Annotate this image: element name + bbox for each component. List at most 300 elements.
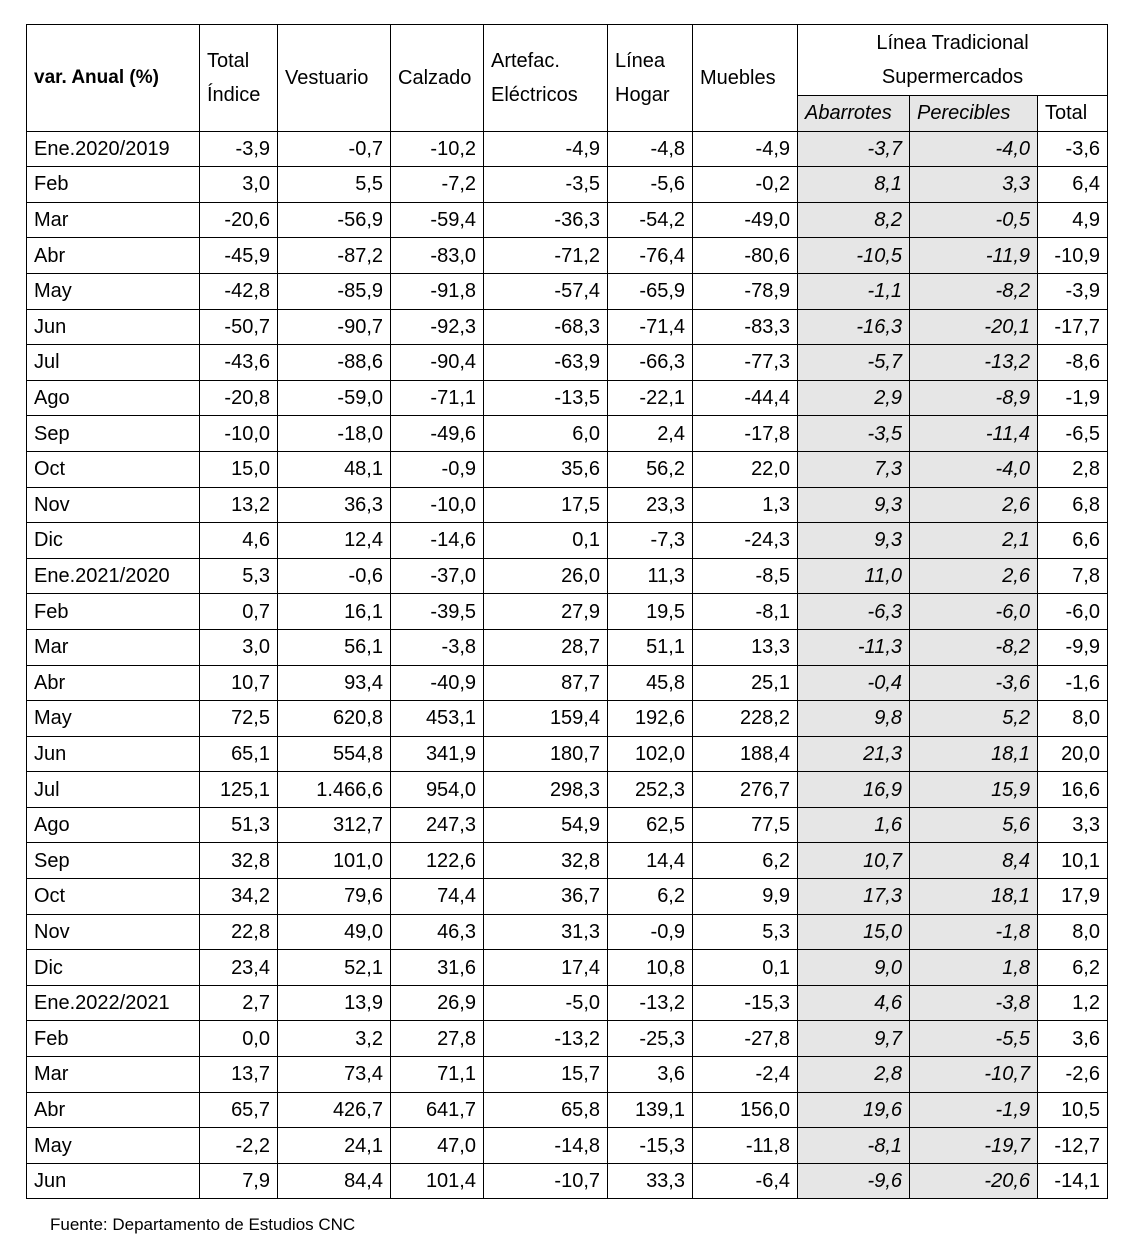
- table-cell: -50,7: [200, 309, 278, 345]
- table-cell: -12,7: [1038, 1128, 1108, 1164]
- table-row: [27, 131, 1108, 167]
- table-row: [27, 1021, 1108, 1057]
- table-cell: 6,4: [1038, 167, 1108, 203]
- table-cell: 5,3: [693, 914, 798, 950]
- row-period: Jun: [27, 1163, 200, 1199]
- table-cell: 6,6: [1038, 523, 1108, 559]
- table-cell: -9,6: [798, 1163, 910, 1199]
- table-cell: 51,3: [200, 807, 278, 843]
- header-artefac-line2: Eléctricos: [491, 83, 578, 106]
- table-cell: -4,0: [910, 451, 1038, 487]
- table-cell: -3,7: [798, 131, 910, 167]
- table-cell: -90,4: [391, 345, 484, 381]
- table-row: [27, 345, 1108, 381]
- table-cell: 23,4: [200, 950, 278, 986]
- table-cell: -10,0: [200, 416, 278, 452]
- table-cell: 6,8: [1038, 487, 1108, 523]
- table-cell: -3,8: [910, 985, 1038, 1021]
- table-cell: -4,9: [693, 131, 798, 167]
- row-period: May: [27, 1128, 200, 1164]
- table-cell: -59,0: [278, 380, 391, 416]
- table-cell: 252,3: [608, 772, 693, 808]
- header-total: Total: [1038, 96, 1108, 132]
- table-cell: -65,9: [608, 273, 693, 309]
- table-cell: 453,1: [391, 701, 484, 737]
- table-cell: 3,0: [200, 167, 278, 203]
- table-cell: 12,4: [278, 523, 391, 559]
- table-cell: -9,9: [1038, 629, 1108, 665]
- table-cell: -10,2: [391, 131, 484, 167]
- table-cell: 16,1: [278, 594, 391, 630]
- header-abarrotes: Abarrotes: [798, 96, 910, 132]
- table-cell: -0,2: [693, 167, 798, 203]
- table-cell: -0,6: [278, 558, 391, 594]
- table-cell: 71,1: [391, 1057, 484, 1093]
- table-cell: 9,0: [798, 950, 910, 986]
- table-cell: 51,1: [608, 629, 693, 665]
- table-row: [27, 167, 1108, 203]
- table-cell: 34,2: [200, 879, 278, 915]
- table-cell: -66,3: [608, 345, 693, 381]
- table-cell: 228,2: [693, 701, 798, 737]
- table-row: [27, 594, 1108, 630]
- table-row: [27, 1057, 1108, 1093]
- table-cell: 79,6: [278, 879, 391, 915]
- table-cell: 77,5: [693, 807, 798, 843]
- table-cell: -37,0: [391, 558, 484, 594]
- table-cell: 0,1: [484, 523, 608, 559]
- table-cell: 0,7: [200, 594, 278, 630]
- table-cell: 8,0: [1038, 701, 1108, 737]
- table-cell: 6,0: [484, 416, 608, 452]
- table-cell: 3,6: [608, 1057, 693, 1093]
- table-cell: 7,3: [798, 451, 910, 487]
- table-row: [27, 238, 1108, 274]
- table-cell: 180,7: [484, 736, 608, 772]
- table-cell: 2,9: [798, 380, 910, 416]
- table-cell: -0,5: [910, 202, 1038, 238]
- table-row: [27, 1092, 1108, 1128]
- table-cell: -19,7: [910, 1128, 1038, 1164]
- table-cell: -71,4: [608, 309, 693, 345]
- table-row: [27, 843, 1108, 879]
- header-muebles: Muebles: [693, 25, 798, 132]
- table-cell: -11,8: [693, 1128, 798, 1164]
- table-cell: 28,7: [484, 629, 608, 665]
- row-period: Abr: [27, 1092, 200, 1128]
- table-cell: 1,6: [798, 807, 910, 843]
- table-cell: -88,6: [278, 345, 391, 381]
- row-period: Ene.2022/2021: [27, 985, 200, 1021]
- table-cell: -6,0: [1038, 594, 1108, 630]
- header-total-indice-line2: Índice: [207, 83, 261, 106]
- table-cell: 49,0: [278, 914, 391, 950]
- table-cell: 1,2: [1038, 985, 1108, 1021]
- row-period: Oct: [27, 879, 200, 915]
- table-row: [27, 380, 1108, 416]
- header-artefac: [484, 25, 608, 132]
- table-row: [27, 487, 1108, 523]
- table-cell: -13,2: [910, 345, 1038, 381]
- row-period: Ene.2020/2019: [27, 131, 200, 167]
- table-cell: -14,6: [391, 523, 484, 559]
- table-cell: 3,6: [1038, 1021, 1108, 1057]
- table-row: [27, 701, 1108, 737]
- table-cell: -10,7: [910, 1057, 1038, 1093]
- table-cell: 125,1: [200, 772, 278, 808]
- table-cell: -39,5: [391, 594, 484, 630]
- table-cell: 27,8: [391, 1021, 484, 1057]
- table-cell: 6,2: [693, 843, 798, 879]
- table-cell: -3,9: [200, 131, 278, 167]
- table-cell: 22,8: [200, 914, 278, 950]
- table-cell: 15,7: [484, 1057, 608, 1093]
- table-cell: 2,6: [910, 487, 1038, 523]
- table-cell: -20,1: [910, 309, 1038, 345]
- table-cell: 62,5: [608, 807, 693, 843]
- table-cell: -49,6: [391, 416, 484, 452]
- table-row: [27, 950, 1108, 986]
- row-period: Nov: [27, 914, 200, 950]
- table-cell: 33,3: [608, 1163, 693, 1199]
- table-cell: -1,6: [1038, 665, 1108, 701]
- table-cell: -56,9: [278, 202, 391, 238]
- table-cell: 954,0: [391, 772, 484, 808]
- table-cell: 15,0: [798, 914, 910, 950]
- table-cell: 122,6: [391, 843, 484, 879]
- header-linea-hogar-line1: Línea: [615, 49, 666, 72]
- row-period: Jul: [27, 772, 200, 808]
- table-cell: 5,5: [278, 167, 391, 203]
- table-cell: 312,7: [278, 807, 391, 843]
- table-cell: -54,2: [608, 202, 693, 238]
- table-cell: -24,3: [693, 523, 798, 559]
- table-cell: 56,1: [278, 629, 391, 665]
- table-row: [27, 914, 1108, 950]
- table-cell: 13,7: [200, 1057, 278, 1093]
- table-cell: 139,1: [608, 1092, 693, 1128]
- table-cell: 5,2: [910, 701, 1038, 737]
- row-period: Feb: [27, 1021, 200, 1057]
- table-cell: 74,4: [391, 879, 484, 915]
- table-cell: -90,7: [278, 309, 391, 345]
- table-cell: 65,8: [484, 1092, 608, 1128]
- table-cell: -25,3: [608, 1021, 693, 1057]
- table-cell: -71,2: [484, 238, 608, 274]
- table-cell: 9,9: [693, 879, 798, 915]
- table-cell: -4,9: [484, 131, 608, 167]
- table-cell: 47,0: [391, 1128, 484, 1164]
- table-cell: -18,0: [278, 416, 391, 452]
- table-cell: -77,3: [693, 345, 798, 381]
- table-cell: 10,5: [1038, 1092, 1108, 1128]
- table-row: [27, 202, 1108, 238]
- table-cell: -8,1: [798, 1128, 910, 1164]
- table-cell: 93,4: [278, 665, 391, 701]
- table-cell: 247,3: [391, 807, 484, 843]
- table-cell: -78,9: [693, 273, 798, 309]
- table-row: [27, 416, 1108, 452]
- row-period: May: [27, 273, 200, 309]
- table-cell: 3,0: [200, 629, 278, 665]
- table-cell: -8,1: [693, 594, 798, 630]
- table-cell: -44,4: [693, 380, 798, 416]
- table-cell: 26,9: [391, 985, 484, 1021]
- table-cell: 20,0: [1038, 736, 1108, 772]
- table-cell: -20,6: [910, 1163, 1038, 1199]
- table-cell: 2,8: [1038, 451, 1108, 487]
- table-cell: 9,3: [798, 487, 910, 523]
- table-cell: -11,9: [910, 238, 1038, 274]
- table-cell: -13,5: [484, 380, 608, 416]
- table-cell: 17,9: [1038, 879, 1108, 915]
- table-cell: 32,8: [484, 843, 608, 879]
- table-cell: 3,3: [1038, 807, 1108, 843]
- table-cell: 192,6: [608, 701, 693, 737]
- table-cell: 17,3: [798, 879, 910, 915]
- table-cell: 9,8: [798, 701, 910, 737]
- table-cell: 11,0: [798, 558, 910, 594]
- table-cell: -36,3: [484, 202, 608, 238]
- table-cell: -5,0: [484, 985, 608, 1021]
- row-period: Jun: [27, 736, 200, 772]
- table-cell: -7,2: [391, 167, 484, 203]
- table-cell: -22,1: [608, 380, 693, 416]
- table-cell: 6,2: [608, 879, 693, 915]
- table-cell: -0,7: [278, 131, 391, 167]
- table-cell: -14,8: [484, 1128, 608, 1164]
- table-cell: -71,1: [391, 380, 484, 416]
- table-cell: -8,5: [693, 558, 798, 594]
- table-cell: 341,9: [391, 736, 484, 772]
- table-cell: 27,9: [484, 594, 608, 630]
- table-cell: 18,1: [910, 879, 1038, 915]
- table-cell: -3,8: [391, 629, 484, 665]
- table-cell: 159,4: [484, 701, 608, 737]
- table-cell: -87,2: [278, 238, 391, 274]
- table-cell: -27,8: [693, 1021, 798, 1057]
- table-cell: -17,7: [1038, 309, 1108, 345]
- row-period: May: [27, 701, 200, 737]
- table-cell: 3,2: [278, 1021, 391, 1057]
- table-row: [27, 1128, 1108, 1164]
- table-cell: 8,1: [798, 167, 910, 203]
- row-period: Mar: [27, 1057, 200, 1093]
- table-cell: 7,8: [1038, 558, 1108, 594]
- table-cell: 641,7: [391, 1092, 484, 1128]
- table-cell: 17,5: [484, 487, 608, 523]
- table-cell: 2,6: [910, 558, 1038, 594]
- table-cell: -59,4: [391, 202, 484, 238]
- table-cell: 2,1: [910, 523, 1038, 559]
- row-period: Ene.2021/2020: [27, 558, 200, 594]
- table-cell: -63,9: [484, 345, 608, 381]
- table-row: [27, 807, 1108, 843]
- table-cell: 0,1: [693, 950, 798, 986]
- table-cell: -0,9: [608, 914, 693, 950]
- header-group: [798, 25, 1108, 96]
- table-cell: 10,7: [200, 665, 278, 701]
- header-linea-hogar-line2: Hogar: [615, 83, 670, 106]
- table-cell: -3,6: [910, 665, 1038, 701]
- header-label: var. Anual (%): [27, 25, 200, 132]
- table-cell: 11,3: [608, 558, 693, 594]
- table-cell: 65,1: [200, 736, 278, 772]
- row-period: Feb: [27, 594, 200, 630]
- source-note: Fuente: Departamento de Estudios CNC: [50, 1215, 356, 1234]
- table-row: [27, 879, 1108, 915]
- table-cell: -85,9: [278, 273, 391, 309]
- table-cell: 102,0: [608, 736, 693, 772]
- table-cell: -6,5: [1038, 416, 1108, 452]
- table-cell: -17,8: [693, 416, 798, 452]
- table-cell: 36,3: [278, 487, 391, 523]
- header-total-indice-line1: Total: [207, 49, 250, 72]
- header-linea-hogar: [608, 25, 693, 132]
- table-cell: -6,0: [910, 594, 1038, 630]
- table-cell: 35,6: [484, 451, 608, 487]
- table-cell: 25,1: [693, 665, 798, 701]
- header-artefac-line1: Artefac.: [491, 49, 560, 72]
- row-period: Mar: [27, 629, 200, 665]
- table-cell: 72,5: [200, 701, 278, 737]
- table-cell: 554,8: [278, 736, 391, 772]
- table-row: [27, 273, 1108, 309]
- table-cell: 10,7: [798, 843, 910, 879]
- table-cell: -91,8: [391, 273, 484, 309]
- table-cell: 101,4: [391, 1163, 484, 1199]
- table-cell: 54,9: [484, 807, 608, 843]
- table-cell: -0,9: [391, 451, 484, 487]
- table-cell: 52,1: [278, 950, 391, 986]
- table-cell: -83,0: [391, 238, 484, 274]
- header-calzado: Calzado: [391, 25, 484, 132]
- table-cell: -11,3: [798, 629, 910, 665]
- table-cell: 31,6: [391, 950, 484, 986]
- table-cell: 36,7: [484, 879, 608, 915]
- table-cell: -80,6: [693, 238, 798, 274]
- table-row: [27, 665, 1108, 701]
- table-cell: 298,3: [484, 772, 608, 808]
- table-cell: 26,0: [484, 558, 608, 594]
- table-cell: 7,9: [200, 1163, 278, 1199]
- table-cell: 4,6: [200, 523, 278, 559]
- table-cell: 9,7: [798, 1021, 910, 1057]
- table-cell: 4,9: [1038, 202, 1108, 238]
- table-cell: -10,5: [798, 238, 910, 274]
- table-cell: 45,8: [608, 665, 693, 701]
- table-cell: -4,8: [608, 131, 693, 167]
- row-period: Dic: [27, 950, 200, 986]
- table-cell: 156,0: [693, 1092, 798, 1128]
- table-row: [27, 1163, 1108, 1199]
- table-row: [27, 736, 1108, 772]
- table-cell: 2,8: [798, 1057, 910, 1093]
- table-cell: 426,7: [278, 1092, 391, 1128]
- table-cell: 276,7: [693, 772, 798, 808]
- table-cell: -68,3: [484, 309, 608, 345]
- table-cell: -8,2: [910, 273, 1038, 309]
- table-row: [27, 558, 1108, 594]
- table-cell: -15,3: [608, 1128, 693, 1164]
- table-cell: 73,4: [278, 1057, 391, 1093]
- table-cell: -2,2: [200, 1128, 278, 1164]
- table-cell: 16,9: [798, 772, 910, 808]
- row-period: Abr: [27, 238, 200, 274]
- table-cell: -1,8: [910, 914, 1038, 950]
- table-cell: -6,3: [798, 594, 910, 630]
- table-cell: 0,0: [200, 1021, 278, 1057]
- table-cell: 17,4: [484, 950, 608, 986]
- table-cell: 22,0: [693, 451, 798, 487]
- row-period: Abr: [27, 665, 200, 701]
- table-cell: -16,3: [798, 309, 910, 345]
- table-cell: 8,2: [798, 202, 910, 238]
- row-period: Mar: [27, 202, 200, 238]
- table-cell: -83,3: [693, 309, 798, 345]
- table-cell: 9,3: [798, 523, 910, 559]
- table-cell: 5,6: [910, 807, 1038, 843]
- row-period: Sep: [27, 416, 200, 452]
- table-row: [27, 309, 1108, 345]
- header-group-line1: Línea Tradicional: [876, 32, 1029, 54]
- table-cell: 10,1: [1038, 843, 1108, 879]
- table-cell: 13,9: [278, 985, 391, 1021]
- header-vestuario: Vestuario: [278, 25, 391, 132]
- table-cell: 16,6: [1038, 772, 1108, 808]
- table-cell: 13,3: [693, 629, 798, 665]
- table-cell: -0,4: [798, 665, 910, 701]
- table-row: [27, 629, 1108, 665]
- table-cell: -6,4: [693, 1163, 798, 1199]
- table-cell: -20,8: [200, 380, 278, 416]
- table-cell: 21,3: [798, 736, 910, 772]
- table-cell: 10,8: [608, 950, 693, 986]
- table-cell: 8,0: [1038, 914, 1108, 950]
- table-cell: 8,4: [910, 843, 1038, 879]
- header-perecibles: Perecibles: [910, 96, 1038, 132]
- table-cell: 19,6: [798, 1092, 910, 1128]
- table-cell: -3,5: [484, 167, 608, 203]
- table-cell: -3,5: [798, 416, 910, 452]
- row-period: Dic: [27, 523, 200, 559]
- table-cell: -3,6: [1038, 131, 1108, 167]
- table-cell: -8,6: [1038, 345, 1108, 381]
- table-cell: -40,9: [391, 665, 484, 701]
- table-cell: 188,4: [693, 736, 798, 772]
- table-cell: -15,3: [693, 985, 798, 1021]
- data-table: [26, 24, 1108, 1199]
- table-cell: -13,2: [608, 985, 693, 1021]
- table-cell: -5,6: [608, 167, 693, 203]
- table-cell: -10,0: [391, 487, 484, 523]
- table-cell: -76,4: [608, 238, 693, 274]
- table-cell: 620,8: [278, 701, 391, 737]
- table-cell: 31,3: [484, 914, 608, 950]
- table-row: [27, 985, 1108, 1021]
- table-cell: 15,9: [910, 772, 1038, 808]
- row-period: Feb: [27, 167, 200, 203]
- table-cell: -5,7: [798, 345, 910, 381]
- table-cell: -42,8: [200, 273, 278, 309]
- table-cell: 3,3: [910, 167, 1038, 203]
- table-cell: 1.466,6: [278, 772, 391, 808]
- table-cell: 14,4: [608, 843, 693, 879]
- table-cell: 13,2: [200, 487, 278, 523]
- table-cell: 48,1: [278, 451, 391, 487]
- header-total-indice: [200, 25, 278, 132]
- table-cell: -10,7: [484, 1163, 608, 1199]
